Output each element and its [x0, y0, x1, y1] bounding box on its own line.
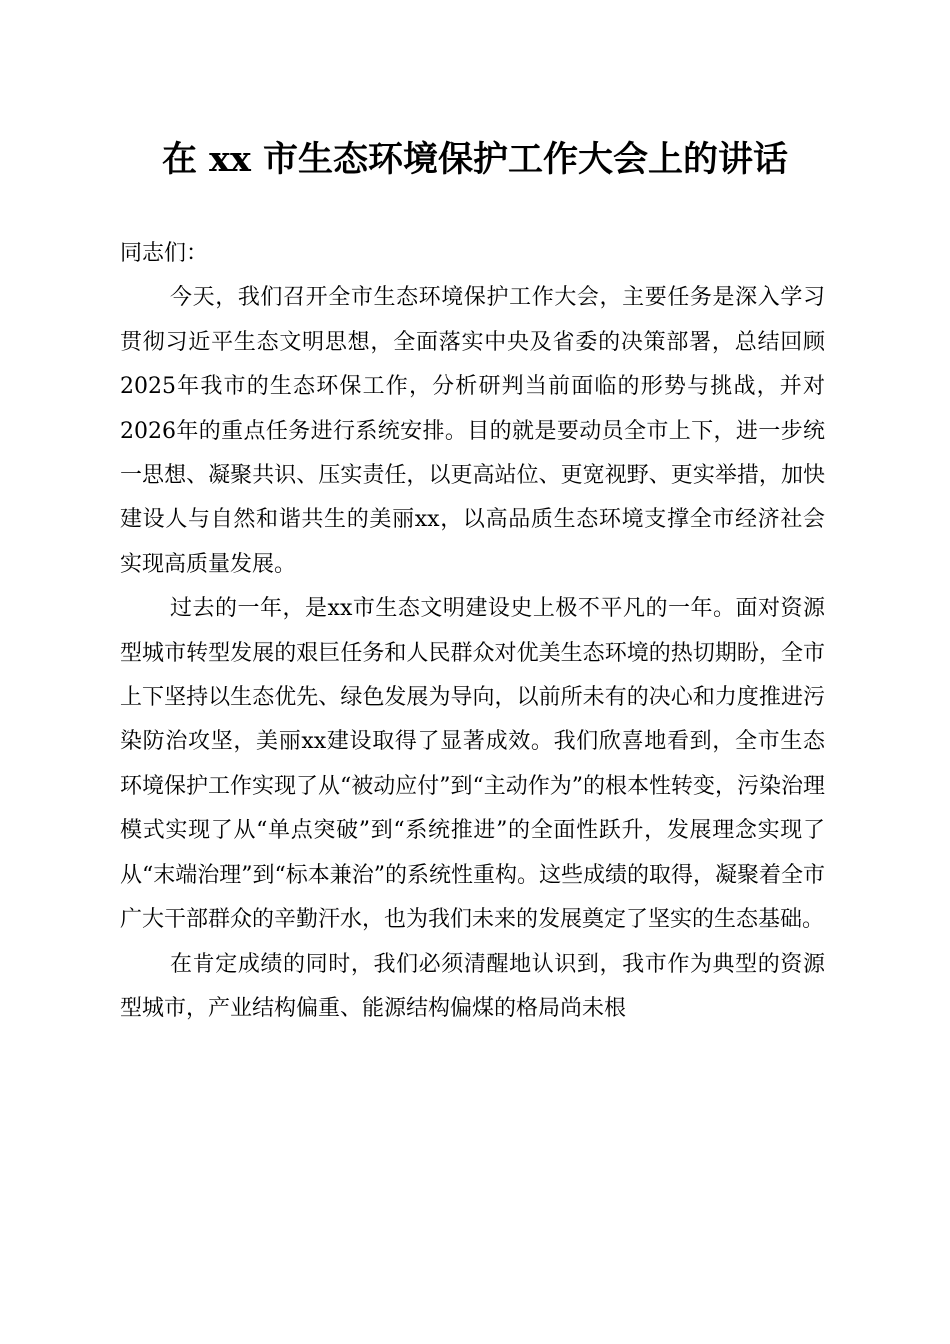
paragraph-challenges: 在肯定成绩的同时，我们必须清醒地认识到，我市作为典型的资源型城市，产业结构偏重、能源结构偏煤的格局尚未根 — [120, 951, 825, 1021]
salutation: 同志们： — [120, 241, 209, 266]
paragraph-opening: 今天，我们召开全市生态环境保护工作大会，主要任务是深入学习贯彻习近平生态文明思想，全面落实中央及省委的决策部署，总结回顾2025年我市的生态环保工作，分析研判当前面临的形势与挑战，并对2026年的重点任务进行系统安排。目的就是要动员全市上下，进一步统一思想、凝聚共识、压实责任，以更高站位、更宽视野、更实举措，加快建设人与自然和谐共生的美丽xx，以高品质生态环境支撑全市经济社会实现高质量发展。 — [120, 285, 825, 577]
document-title: 在 xx 市生态环境保护工作大会上的讲话 — [161, 139, 789, 180]
paragraph-achievements: 过去的一年，是xx市生态文明建设史上极不平凡的一年。面对资源型城市转型发展的艰巨任务和人民群众对优美生态环境的热切期盼，全市上下坚持以生态优先、绿色发展为导向，以前所未有的决心和力度推进污染防治攻坚，美丽xx建设取得了显著成效。我们欣喜地看到，全市生态环境保护工作实现了从“被动应付”到“主动作为”的根本性转变，污染治理模式实现了从“单点突破”到“系统推进”的全面性跃升，发展理念实现了从“末端治理”到“标本兼治”的系统性重构。这些成绩的取得，凝聚着全市广大干部群众的辛勤汗水，也为我们未来的发展奠定了坚实的生态基础。 — [120, 596, 825, 933]
document-body — [120, 232, 825, 1031]
